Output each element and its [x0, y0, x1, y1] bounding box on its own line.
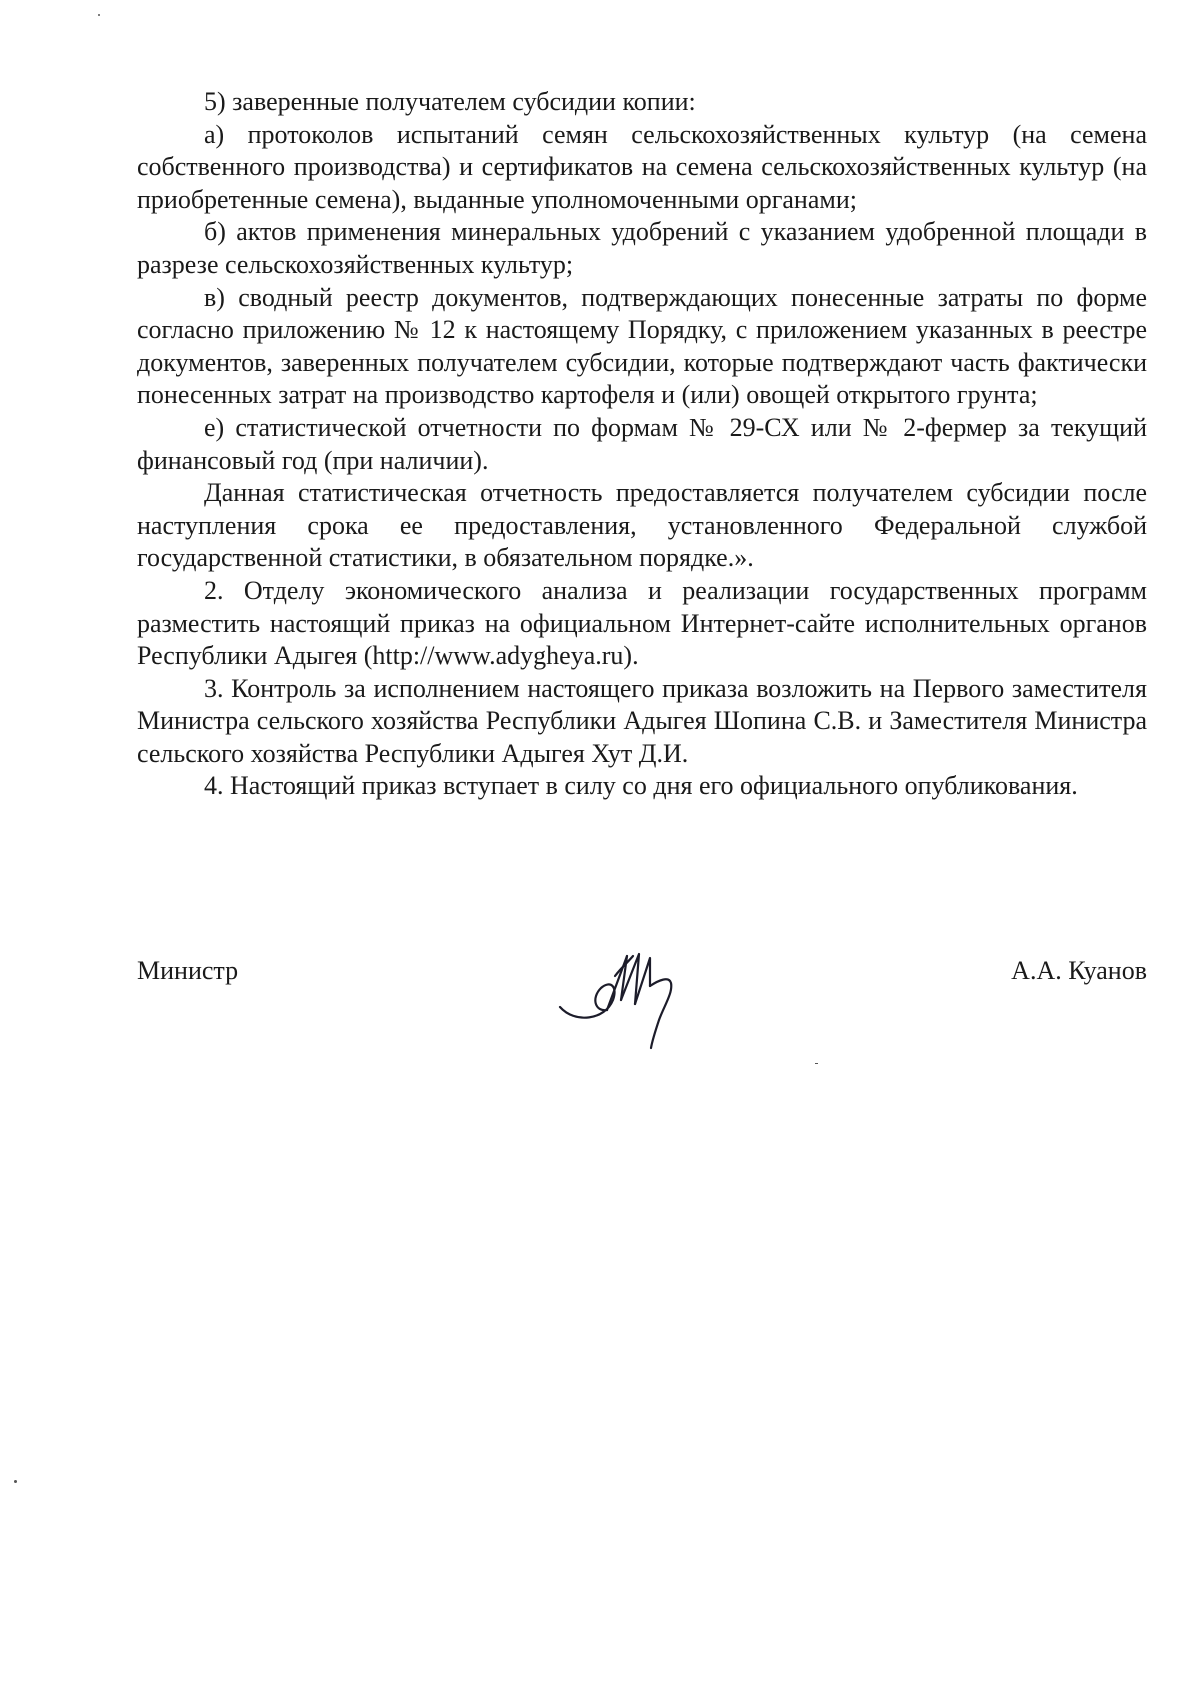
scan-speck — [815, 1063, 818, 1064]
signatory-name: А.А. Куанов — [1011, 956, 1147, 985]
document-body — [137, 86, 1147, 803]
paragraph-statistics-note: Данная статистическая отчетность предоставляется получателем субсидии после наступления срока ее предоставления, установленного Федеральной службой государственной статистики, в обязательном порядке.». — [137, 478, 1147, 573]
paragraph-subitem-a: а) протоколов испытаний семян сельскохозяйственных культур (на семена собственного производства) и сертификатов на семена сельскохозяйственных культур (на приобретенные семена), выданные уполномоченными органами; — [137, 119, 1147, 214]
paragraph-subitem-v: в) сводный реестр документов, подтверждающих понесенные затраты по форме согласно приложению № 12 к настоящему Порядку, с приложением указанных в реестре документов, заверенных получателем субсидии, которые подтверждают часть фактически понесенных затрат на производство картофеля и (или) овощей открытого грунта; — [137, 282, 1147, 410]
scan-speck — [98, 14, 100, 16]
paragraph-subitem-b: б) актов применения минеральных удобрений с указанием удобренной площади в разрезе сельскохозяйственных культур; — [137, 217, 1147, 279]
handwritten-signature-icon — [555, 920, 705, 1050]
scan-speck — [14, 1480, 17, 1483]
paragraph-clause-4: 4. Настоящий приказ вступает в силу со дня его официального опубликования. — [204, 771, 1078, 801]
signatory-title: Министр — [137, 956, 239, 985]
paragraph-item-5-header: 5) заверенные получателем субсидии копии: — [204, 87, 696, 116]
paragraph-subitem-e: е) статистической отчетности по формам № 29-СХ или № 2-фермер за текущий финансовый год (при наличии). — [137, 412, 1147, 475]
paragraph-clause-2: 2. Отделу экономического анализа и реализации государственных программ разместить настоящий приказ на официальном Интернет-сайте исполнительных органов Республики Адыгея (http://www.adygheya.ru). — [137, 575, 1147, 671]
paragraph-clause-3: 3. Контроль за исполнением настоящего приказа возложить на Первого заместителя Министра сельского хозяйства Республики Адыгея Шопина С.В. и Заместителя Министра сельского хозяйства Республики Адыгея Хут Д.И. — [137, 673, 1147, 768]
